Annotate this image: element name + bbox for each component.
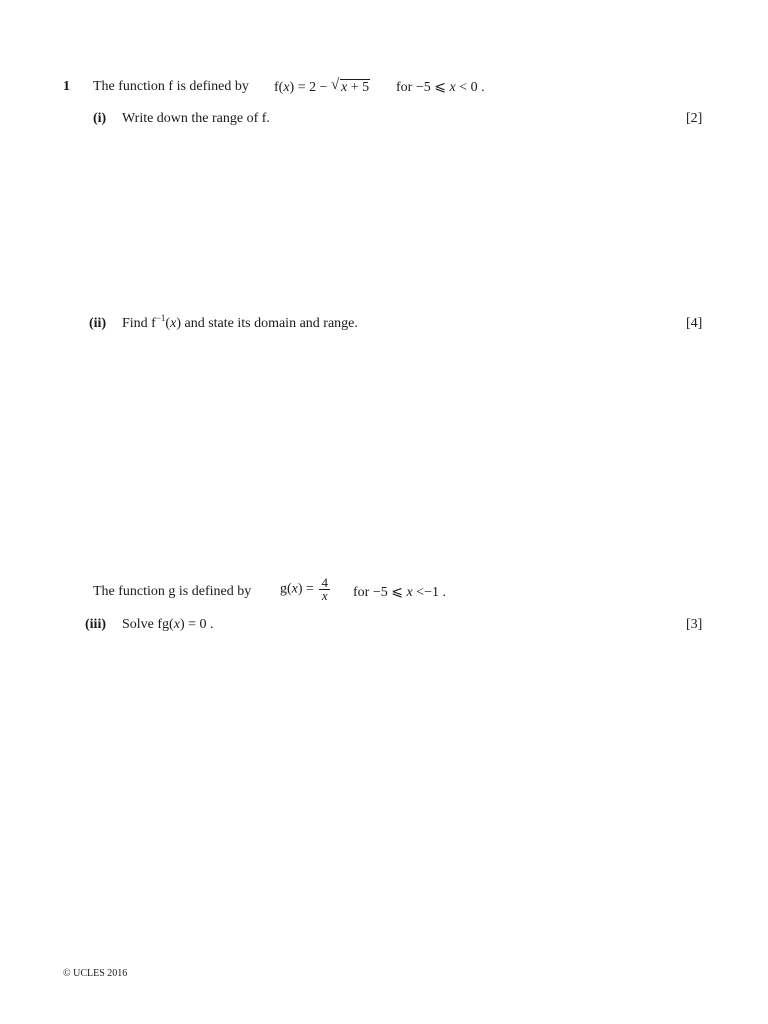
part-iii-marks: [3]	[686, 617, 703, 632]
part-ii-find: Find f	[122, 316, 156, 331]
g-numerator: 4	[321, 575, 328, 590]
part-iii-var: x	[173, 617, 180, 632]
g-lhs-prefix: g(	[280, 581, 292, 597]
g-fraction	[319, 577, 330, 602]
inverse-superscript: −1	[155, 313, 166, 323]
g-intro: The function g is defined by	[93, 584, 252, 599]
part-iii-suffix: ) = 0 .	[179, 617, 214, 632]
g-domain	[353, 584, 446, 601]
f-def-var: x	[283, 80, 290, 95]
part-ii-text	[122, 313, 358, 332]
part-iii-prefix: Solve fg(	[122, 617, 174, 632]
f-domain-prefix: for −5 ⩽	[396, 80, 450, 95]
part-iii-label: (iii)	[85, 617, 106, 632]
part-i-text: Write down the range of f.	[122, 111, 270, 126]
g-definition	[280, 577, 332, 602]
sqrt-expression	[331, 79, 370, 96]
copyright-footer: © UCLES 2016	[63, 968, 128, 979]
g-lhs-var: x	[291, 581, 298, 597]
g-domain-suffix: <−1 .	[412, 585, 446, 600]
part-i-label: (i)	[93, 111, 107, 126]
g-domain-var: x	[406, 585, 413, 600]
part-iii-text	[122, 617, 214, 633]
question-number: 1	[63, 79, 70, 94]
part-ii-var: x	[170, 316, 177, 331]
question-intro	[93, 79, 249, 95]
part-i-marks: [2]	[686, 111, 703, 126]
sqrt-rest: + 5	[347, 80, 370, 95]
g-denominator: x	[321, 588, 328, 603]
f-def-lhs: f(	[274, 80, 284, 95]
part-ii-marks: [4]	[686, 316, 703, 331]
f-def-mid: ) = 2 −	[289, 80, 331, 95]
g-domain-prefix: for −5 ⩽	[353, 585, 407, 600]
f-domain-var: x	[449, 80, 456, 95]
part-ii-rest: ) and state its domain and range.	[176, 316, 358, 331]
part-ii-label: (ii)	[89, 316, 107, 331]
f-domain	[396, 79, 485, 96]
part-ii-paren: (	[165, 316, 171, 331]
f-domain-suffix: < 0 .	[455, 80, 485, 95]
sqrt-var: x	[341, 80, 348, 95]
radical-sign: √	[331, 77, 340, 93]
g-lhs-suffix: ) =	[297, 581, 318, 597]
intro-text: The function f is defined by	[93, 79, 249, 94]
f-definition	[274, 79, 370, 96]
